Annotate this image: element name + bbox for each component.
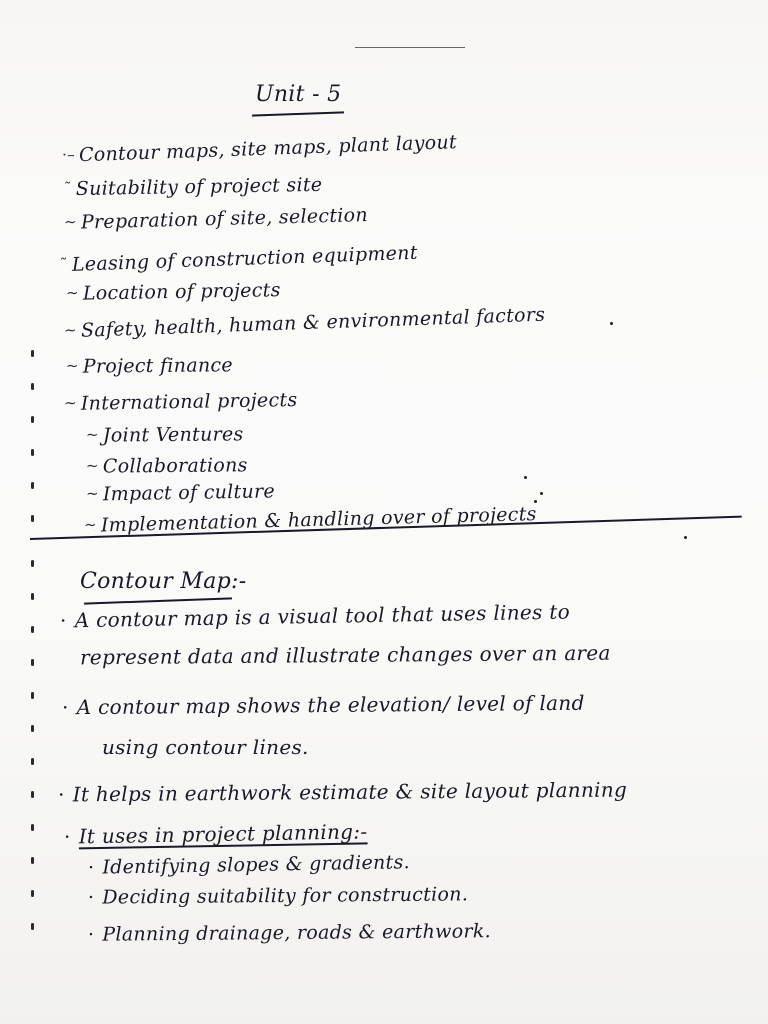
topic-item: ·– Contour maps, site maps, plant layout [61,131,458,167]
topic-item: ~ Joint Ventures [85,423,244,447]
ink-speck [534,500,537,503]
margin-mark [31,923,34,930]
margin-mark [31,383,34,390]
margin-mark [31,515,34,522]
margin-mark [31,482,34,489]
topic-item: ˜ Leasing of construction equipment [59,241,419,276]
section-title-underline [84,597,232,604]
margin-mark [31,659,34,666]
ink-speck [524,476,527,479]
uses-item: · Deciding suitability for construction. [87,883,469,909]
unit-heading: Unit - 5 [255,82,342,107]
margin-mark [31,791,34,798]
uses-heading: · It uses in project planning:- [63,819,368,849]
paragraph-line: using contour lines. [102,735,309,759]
paragraph-line: · A contour map is a visual tool that uses lines to [59,599,571,633]
paragraph-line: · It helps in earthwork estimate & site layout planning [57,777,628,807]
margin-mark [31,626,34,633]
margin-mark [31,824,34,831]
paragraph-line: · A contour map shows the elevation/ level of land [61,690,585,720]
topic-item: ~ Collaborations [85,454,248,478]
topic-item: ~ Preparation of site, selection [63,204,369,234]
margin-mark [31,593,34,600]
topic-item: ~ Impact of culture [85,480,276,506]
uses-item: · Planning drainage, roads & earthwork. [87,920,492,946]
topic-item: ~ Safety, health, human & environmental factors [63,303,546,342]
heading-underline [252,111,344,116]
margin-mark [31,560,34,567]
margin-mark [31,449,34,456]
uses-item: · Identifying slopes & gradients. [87,851,411,879]
topic-item: ~ Implementation & handling over of projects [83,503,537,537]
margin-mark [31,416,34,423]
margin-mark [31,758,34,765]
margin-mark [31,692,34,699]
topic-item: ˜ Suitability of project site [63,173,323,201]
page-top-edge-line [355,47,465,48]
margin-mark [31,725,34,732]
paragraph-line: represent data and illustrate changes over an area [79,640,611,670]
topic-item: ~ International projects [63,388,298,415]
margin-mark [31,890,34,897]
margin-mark [31,350,34,357]
ink-speck [610,322,613,325]
ink-speck [540,492,543,495]
section-title: Contour Map:- [80,569,247,594]
ink-speck [684,536,687,539]
topic-item: ~ Project finance [65,354,234,378]
topic-item: ~ Location of projects [65,279,281,305]
margin-mark [31,857,34,864]
